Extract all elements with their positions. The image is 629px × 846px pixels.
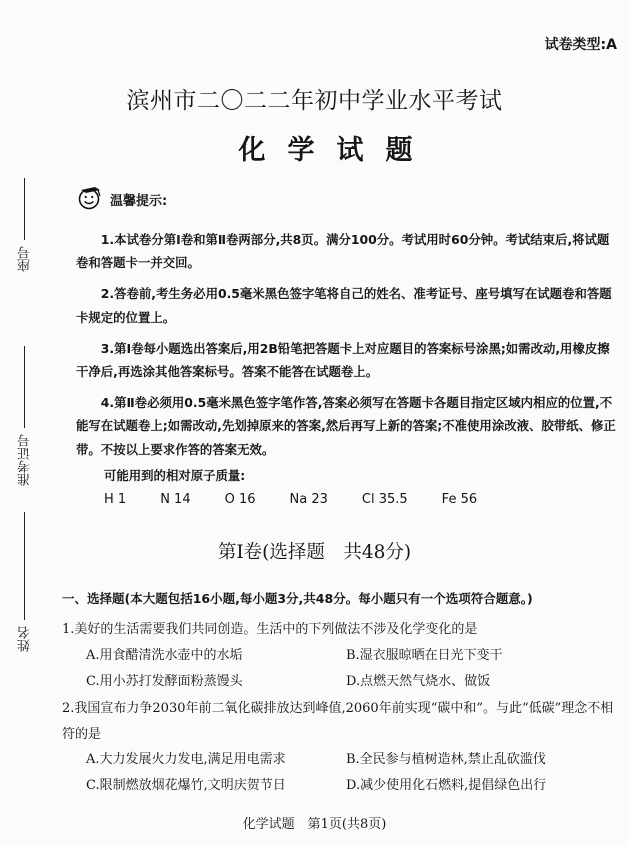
part-heading: 一、选择题(本大题包括16小题,每小题3分,共48分。每小题只有一个选项符合题意。) [62,591,533,606]
tip-item: 2.答卷前,考生务必用0.5毫米黑色签字笔将自己的姓名、准考证号、座号填写在试题卷和答题卡规定的位置上。 [76,286,612,325]
main-title: 滨州市二〇二二年初中学业水平考试 [126,88,503,114]
ticket-line [24,346,25,428]
atomic-mass-label: 可能用到的相对原子质量: [104,468,246,483]
question-2-option-c: C.限制燃放烟花爆竹,文明庆贺节日 [86,778,286,793]
atomic-mass-item: Fe 56 [441,492,478,507]
sub-title: 化学试题 [238,135,435,166]
tips-body [76,228,620,469]
tip-item: 3.第Ⅰ卷每小题选出答案后,用2B铅笔把答题卡上对应题目的答案标号涂黑;如需改动,用橡皮擦干净后,再选涂其他答案标号。答案不能答在试题卷上。 [76,340,610,380]
question-2-option-d: D.减少使用化石燃料,提倡绿色出行 [346,778,547,793]
name-line [24,512,25,620]
smiley-icon [76,184,104,214]
question-1-option-c: C.用小苏打发酵面粉蒸馒头 [86,674,243,689]
paper-type: 试卷类型:A [544,37,617,53]
seat-label: 座号 [18,246,33,272]
question-2-option-a: A.大力发展火力发电,满足用电需求 [86,752,286,767]
atomic-mass-item: Na 23 [289,492,328,507]
question-1-stem: 1.美好的生活需要我们共同创造。生活中的下列做法不涉及化学变化的是 [62,622,478,637]
ticket-label: 准考证号 [18,434,33,486]
tips-title: 温馨提示: [110,193,168,209]
atomic-mass-list [104,492,511,507]
atomic-mass-item: Cl 35.5 [361,492,408,507]
seat-line [24,178,25,240]
atomic-mass-item: O 16 [224,492,256,507]
question-1-option-a: A.用食醋清洗水壶中的水垢 [86,648,243,663]
question-1-option-b: B.湿衣服晾晒在日光下变干 [346,648,503,663]
name-label: 姓名 [18,626,33,652]
question-1-option-d: D.点燃天然气烧水、做饭 [346,674,491,689]
tip-item: 4.第Ⅱ卷必须用0.5毫米黑色签字笔作答,答案必须写在答题卡各题目指定区域内相应的位置,不能写在试题卷上;如需改动,先划掉原来的答案,然后再写上新的答案;不准使用涂改液、胶带纸、修正带。不按以上要求作答的答案无效。 [76,394,616,457]
tips-header [76,186,167,212]
question-2-stem: 2.我国宣布力争2030年前二氧化碳排放达到峰值,2060年前实现“碳中和”。与此“低碳”理念不相符的是 [62,701,614,742]
atomic-mass-item: N 14 [160,492,191,507]
question-2-option-b: B.全民参与植树造林,禁止乱砍滥伐 [346,752,546,767]
page-footer: 化学试题 第1页(共8页) [242,817,387,832]
tip-item: 1.本试卷分第Ⅰ卷和第Ⅱ卷两部分,共8页。满分100分。考试用时60分钟。考试结束后,将试题卷和答题卡一并交回。 [76,232,610,271]
section-title: 第Ⅰ卷(选择题 共48分) [217,542,412,563]
atomic-mass-item: H 1 [104,492,127,507]
